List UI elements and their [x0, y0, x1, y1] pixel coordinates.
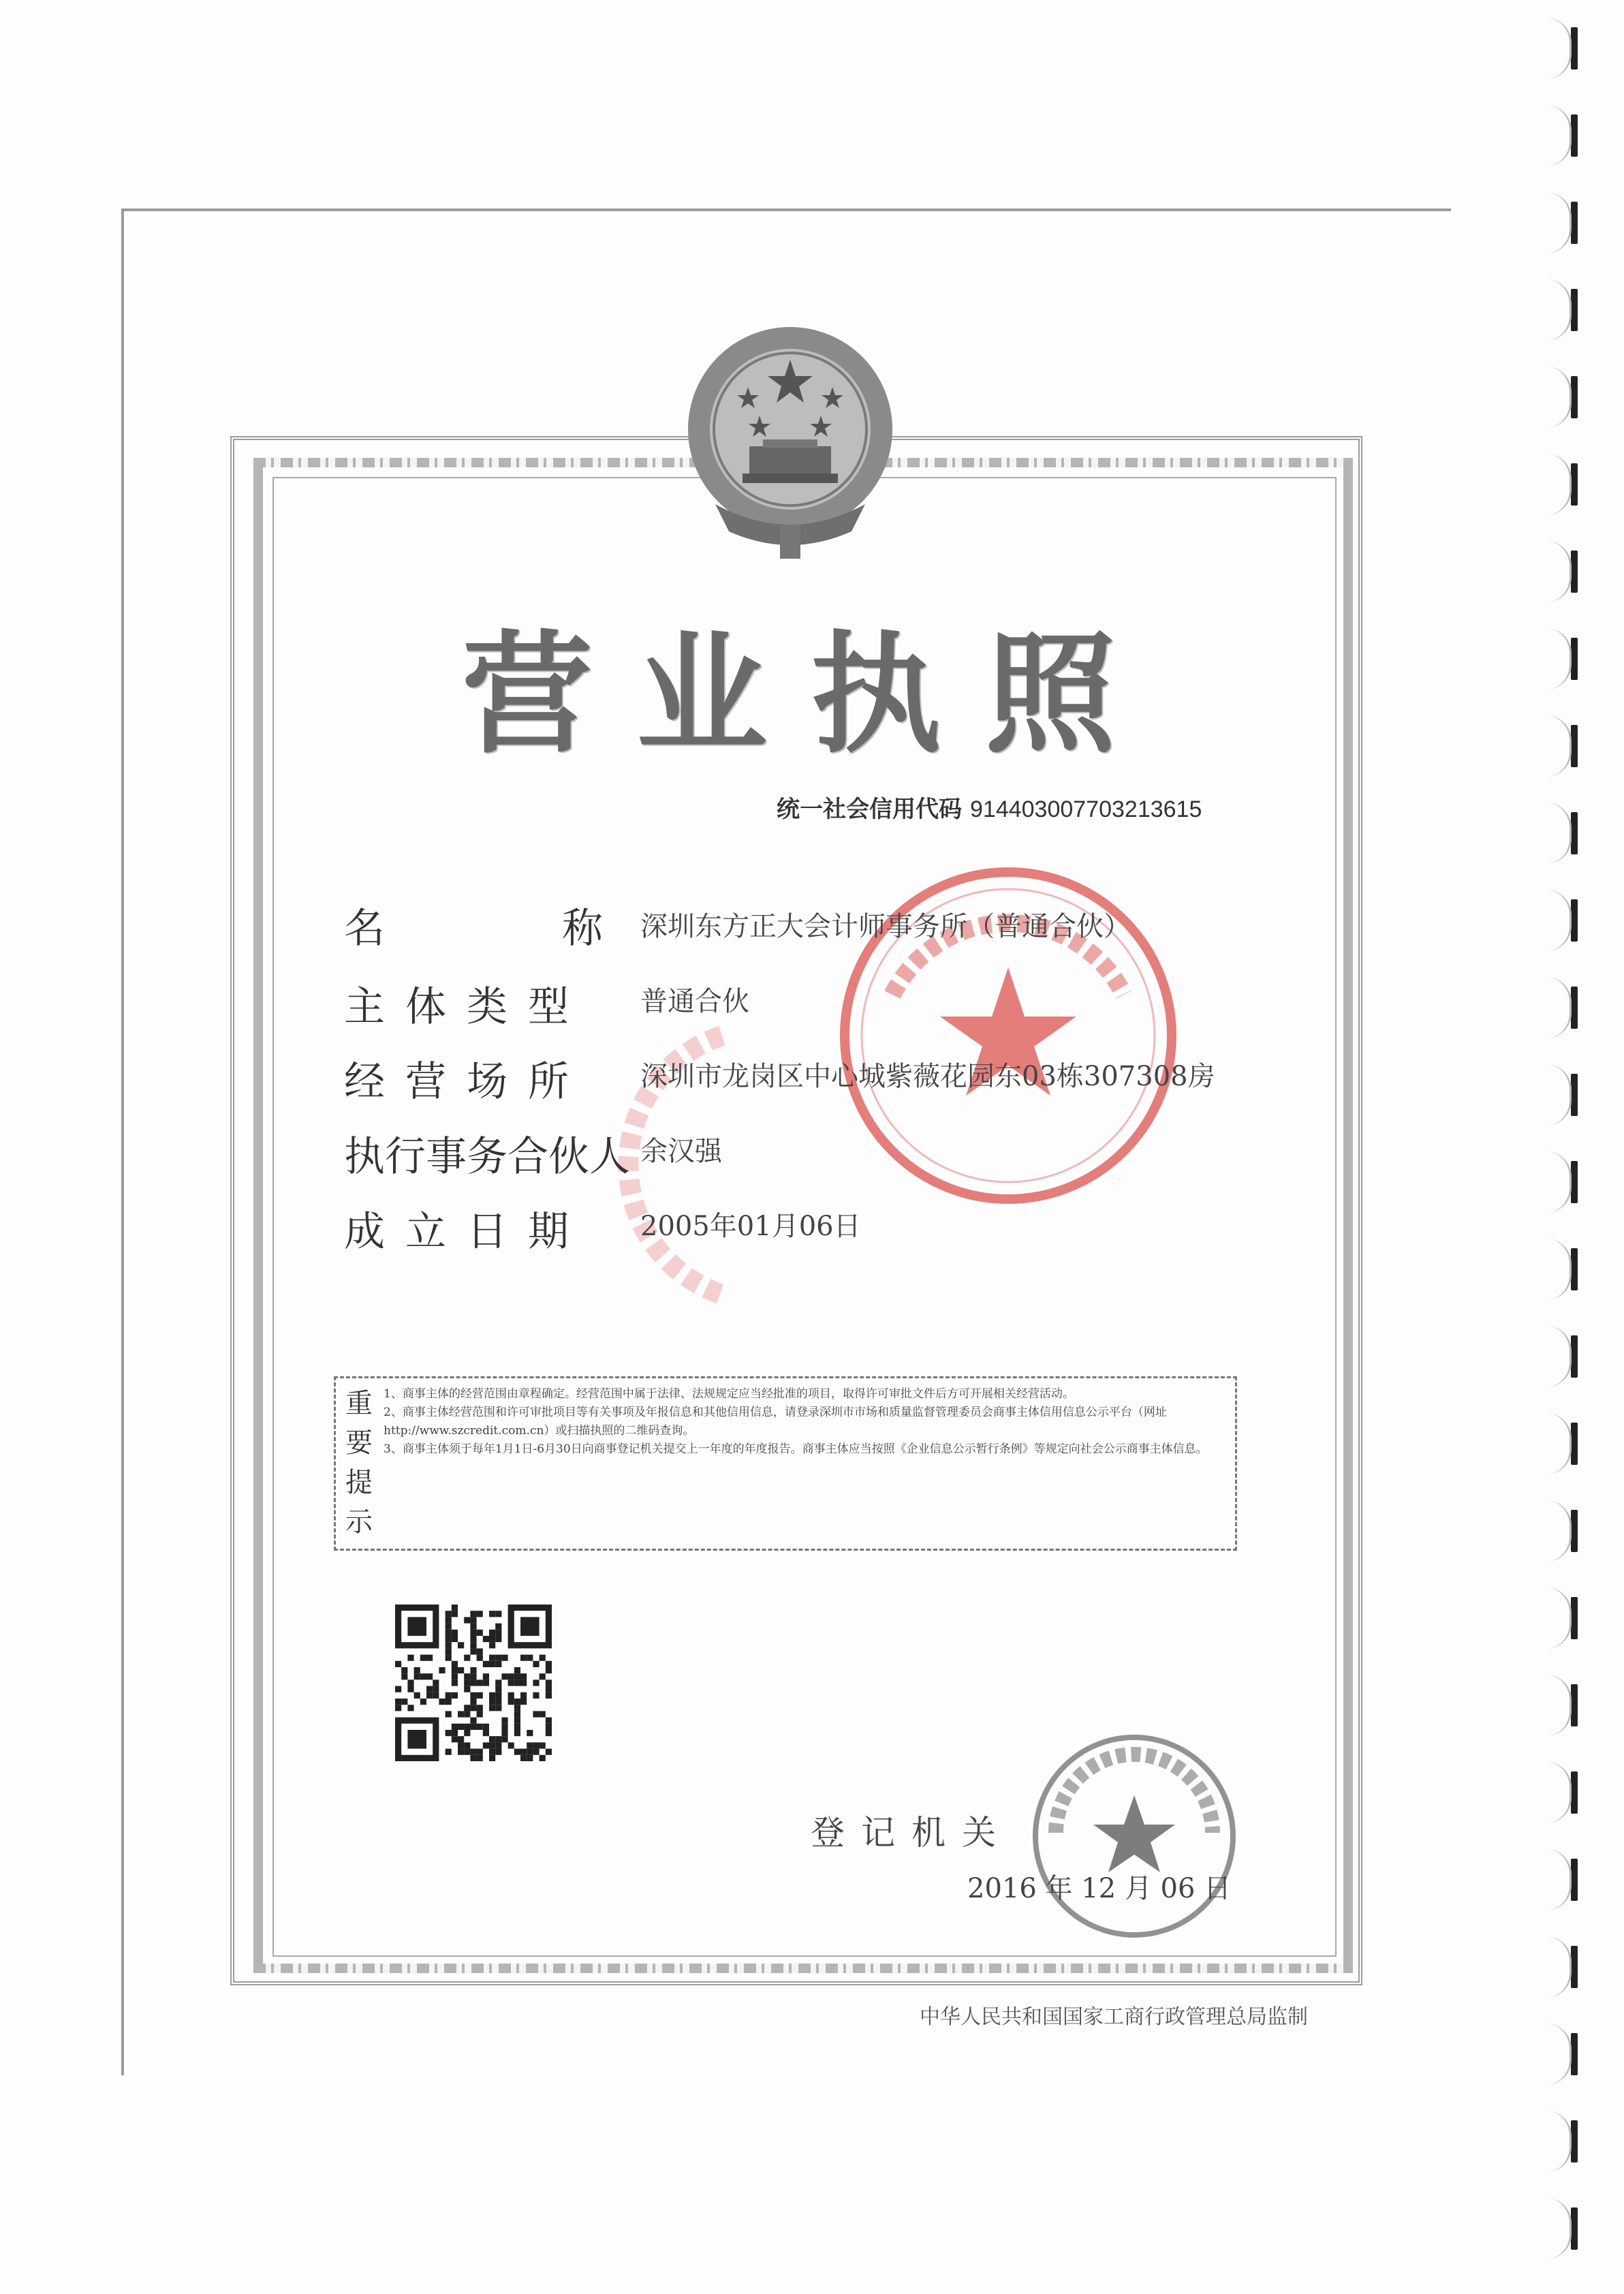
binding-ring	[1571, 551, 1578, 593]
page-edge-left	[121, 208, 124, 2075]
field-value-name: 深圳东方正大会计师事务所（普通合伙）	[640, 911, 1131, 942]
binding-ring	[1571, 987, 1578, 1029]
notice-body	[384, 1385, 1221, 1459]
binding-ring	[1571, 899, 1578, 942]
binding-curve	[1546, 1326, 1572, 1387]
binding-curve	[1546, 1500, 1572, 1562]
binding-ring	[1571, 1248, 1578, 1290]
binding-curve	[1546, 1413, 1572, 1474]
binding-curve	[1546, 1239, 1572, 1300]
credit-code-line	[777, 790, 1202, 824]
binding-curve	[1546, 1151, 1572, 1213]
binding-ring	[1571, 2033, 1578, 2075]
binding-curve	[1546, 279, 1572, 341]
notice-item: 3、商事主体须于每年1月1日-6月30日向商事登记机关提交上一年度的年度报告。商事主体应当按照《企业信息公示暂行条例》等规定向社会公示商事主体信息。	[384, 1442, 1208, 1456]
binding-curve	[1546, 1936, 1572, 1998]
binding-curve	[1546, 192, 1572, 253]
field-value-partner: 余汉强	[640, 1136, 722, 1167]
binding-ring	[1571, 1510, 1578, 1552]
field-label-partner: 执行事务合伙人	[344, 1133, 630, 1181]
binding-curve	[1546, 628, 1572, 689]
important-notice-box	[334, 1376, 1237, 1551]
field-value-established: 2005年01月06日	[640, 1211, 861, 1242]
notice-item: 1、商事主体的经营范围由章程确定。经营范围中属于法律、法规规定应当经批准的项目，取得许可审批文件后方可开展相关经营活动。	[384, 1387, 1074, 1401]
binding-ring	[1571, 27, 1578, 69]
binding-ring	[1571, 1946, 1578, 1988]
field-label-established: 成立日期	[344, 1208, 589, 1256]
national-emblem-icon	[668, 300, 913, 565]
binding-ring	[1571, 1161, 1578, 1203]
binding-ring	[1571, 1859, 1578, 1901]
binding-curve	[1546, 977, 1572, 1038]
binding-curve	[1546, 1064, 1572, 1126]
credit-code-label: 统一社会信用代码	[777, 796, 962, 823]
binding-ring	[1571, 638, 1578, 680]
registration-authority-label: 登记机关	[811, 1813, 1012, 1853]
binding-curve	[1546, 454, 1572, 515]
binding-curve	[1546, 803, 1572, 864]
binding-ring	[1571, 1335, 1578, 1378]
binding-curve	[1546, 715, 1572, 777]
binding-curve	[1546, 1762, 1572, 1823]
binding-curve	[1546, 1675, 1572, 1736]
binding-curve	[1546, 1587, 1572, 1649]
field-label-premises: 经营场所	[344, 1058, 589, 1106]
issue-date: 2016 年 12 月 06 日	[967, 1873, 1232, 1904]
field-label-entity-type: 主体类型	[344, 983, 589, 1031]
binding-ring	[1571, 114, 1578, 157]
notice-item: 2、商事主体经营范围和许可审批项目等有关事项及年报信息和其他信用信息，请登录深圳市市场和质量监督管理委员会商事主体信用信息公示平台（网址http://www.szcredit.com.cn）或扫描执照的二维码查询。	[384, 1406, 1167, 1438]
binding-ring	[1571, 289, 1578, 331]
binding-curve	[1546, 105, 1572, 166]
credit-code-value: 914403007703213615	[970, 796, 1202, 822]
binding-ring	[1571, 812, 1578, 854]
binding-ring	[1571, 376, 1578, 418]
printer-credit: 中华人民共和国国家工商行政管理总局监制	[920, 2005, 1308, 2029]
binding-curve	[1546, 18, 1572, 79]
certificate-title: 营业执照	[462, 619, 1159, 771]
qr-code	[395, 1605, 552, 1761]
binding-ring	[1571, 1771, 1578, 1814]
binding-curve	[1546, 2198, 1572, 2259]
field-value-entity-type: 普通合伙	[640, 986, 749, 1017]
authority-seal	[1029, 1731, 1240, 1942]
binding-curve	[1546, 2111, 1572, 2172]
spiral-binding	[1546, 0, 1624, 2294]
binding-ring	[1571, 1684, 1578, 1726]
binding-ring	[1571, 725, 1578, 767]
binding-curve	[1546, 541, 1572, 602]
binding-ring	[1571, 1597, 1578, 1639]
binding-ring	[1571, 1074, 1578, 1116]
binding-curve	[1546, 1849, 1572, 1910]
binding-ring	[1571, 2207, 1578, 2250]
notice-heading: 重要提示	[345, 1388, 373, 1538]
binding-ring	[1571, 2120, 1578, 2163]
field-label-name: 名 称	[344, 905, 603, 952]
field-value-premises: 深圳市龙岗区中心城紫薇花园东03栋307308房	[640, 1061, 1215, 1092]
binding-curve	[1546, 890, 1572, 951]
binding-curve	[1546, 2024, 1572, 2085]
binding-ring	[1571, 1423, 1578, 1465]
binding-ring	[1571, 202, 1578, 244]
binding-curve	[1546, 367, 1572, 428]
binding-ring	[1571, 463, 1578, 506]
page-edge-top	[123, 208, 1451, 211]
